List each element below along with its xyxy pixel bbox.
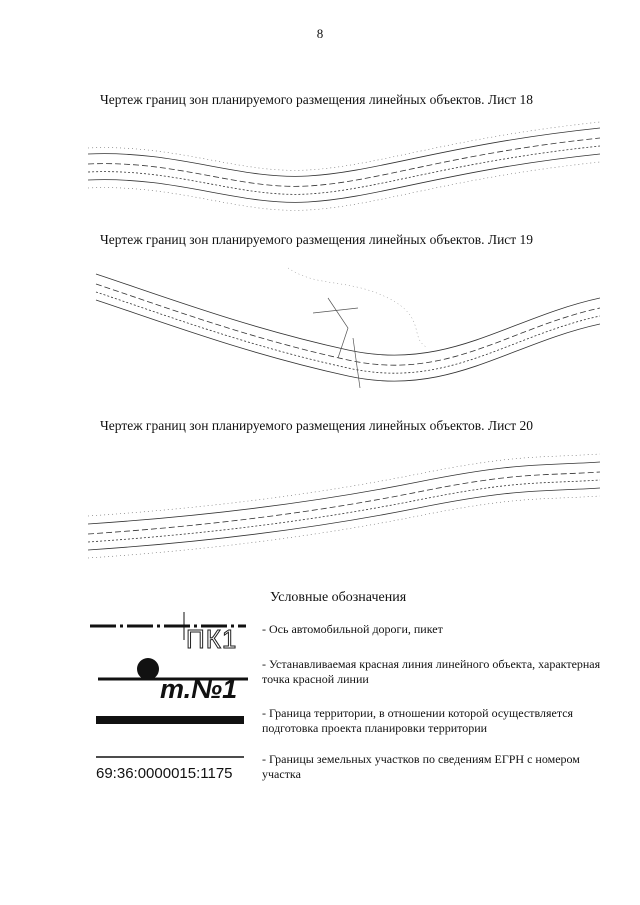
sheet-19-title: Чертеж границ зон планируемого размещения линейных объектов. Лист 19 (100, 232, 534, 247)
legend-item-road-axis: - Ось автомобильной дороги, пикет (262, 622, 443, 636)
point-label: т.№1 (160, 674, 238, 704)
sheet-20-drawing (88, 444, 600, 574)
sheet-18-title: Чертеж границ зон планируемого размещения линейных объектов. Лист 18 (100, 92, 534, 107)
sheet-19-drawing (88, 258, 600, 398)
legend-item-parcel-boundary: - Границы земельных участков по сведениям ЕГРН с номером участка (262, 752, 580, 781)
legend-item-territory-boundary: - Граница территории, в отношении которой осуществляется подготовка проекта планировки территории (262, 706, 574, 735)
legend-title: Условные обозначения (270, 590, 407, 605)
parcel-number-label: 69:36:0000015:1175 (96, 765, 233, 782)
sheet-20-title: Чертеж границ зон планируемого размещения линейных объектов. Лист 20 (100, 418, 534, 433)
parcel-boundary-symbol (96, 754, 246, 760)
page-number: 8 (316, 26, 324, 41)
picket-label: ПК1 (186, 624, 238, 654)
sheet-18-drawing (88, 118, 600, 218)
territory-boundary-symbol (96, 714, 246, 728)
legend-item-red-line: - Устанавливаемая красная линия линейного объекта, характерная точка красной линии (262, 657, 601, 686)
